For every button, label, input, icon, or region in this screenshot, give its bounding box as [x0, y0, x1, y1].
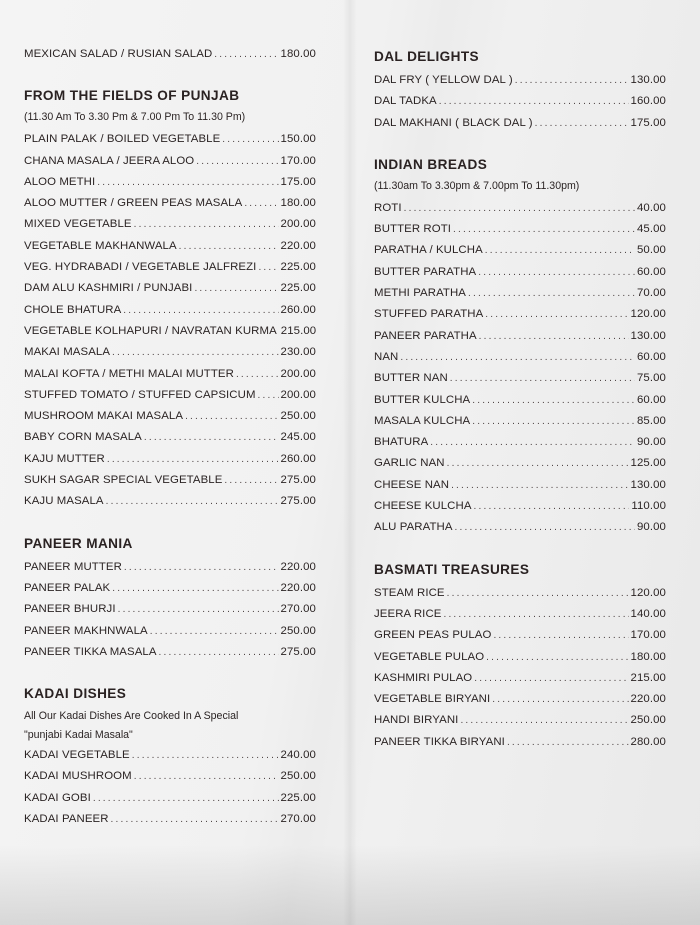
dot-leader — [507, 732, 629, 753]
dot-leader — [118, 599, 279, 620]
dot-leader — [439, 91, 629, 112]
menu-item-price: 245.00 — [280, 431, 316, 444]
menu-item-price: 200.00 — [280, 367, 316, 380]
dot-leader — [134, 766, 279, 787]
menu-item-price: 90.00 — [636, 521, 666, 534]
menu-item-price: 220.00 — [280, 581, 316, 594]
menu-item-price: 125.00 — [630, 457, 666, 470]
dot-leader — [472, 390, 635, 411]
menu-item — [374, 368, 666, 389]
dot-leader — [258, 257, 278, 278]
dot-leader — [479, 326, 629, 347]
menu-item-name: METHI PARATHA — [374, 287, 467, 300]
menu-item-price: 220.00 — [280, 560, 316, 573]
menu-item-price: 225.00 — [280, 282, 316, 295]
menu-item-name: BUTTER KULCHA — [374, 393, 471, 406]
menu-item-price: 250.00 — [630, 714, 666, 727]
menu-item-price: 260.00 — [280, 452, 316, 465]
menu-item — [374, 347, 666, 368]
dot-leader — [112, 342, 279, 363]
dot-leader — [111, 809, 279, 830]
dot-leader — [447, 583, 629, 604]
dot-leader — [196, 151, 278, 172]
menu-item — [24, 278, 316, 299]
section-title-kadai: KADAI DISHES — [24, 686, 127, 702]
menu-item — [24, 809, 316, 830]
menu-item — [24, 788, 316, 809]
menu-item-name: PANEER TIKKA MASALA — [24, 645, 157, 658]
menu-item-price: 260.00 — [280, 303, 316, 316]
menu-item-price: 250.00 — [280, 410, 316, 423]
menu-item-name: PANEER PARATHA — [374, 329, 477, 342]
menu-item-name: KAJU MASALA — [24, 495, 104, 508]
dot-leader — [159, 642, 279, 663]
menu-item-price: 170.00 — [280, 154, 316, 167]
menu-item — [24, 321, 316, 342]
menu-item-name: CHEESE NAN — [374, 478, 450, 491]
menu-item-price: 150.00 — [280, 133, 316, 146]
menu-item-name: DAL FRY ( YELLOW DAL ) — [374, 74, 513, 86]
menu-item — [374, 689, 666, 710]
menu-item-price: 130.00 — [630, 74, 666, 86]
menu-item-name: ROTI — [374, 201, 402, 214]
left-column — [24, 44, 316, 830]
menu-item-name: MASALA KULCHA — [374, 414, 471, 427]
bread-items — [374, 198, 666, 539]
menu-item-name: MALAI KOFTA / METHI MALAI MUTTER — [24, 367, 234, 380]
menu-item-price: 250.00 — [280, 624, 316, 637]
menu-item-name: PANEER TIKKA BIRYANI — [374, 735, 505, 748]
menu-item — [374, 113, 666, 134]
menu-item — [24, 745, 316, 766]
menu-item — [24, 427, 316, 448]
dot-leader — [194, 278, 278, 299]
menu-item-name: BUTTER NAN — [374, 372, 448, 385]
menu-item-price: 140.00 — [630, 607, 666, 620]
menu-item — [374, 583, 666, 604]
menu-item-name: VEG. HYDRABADI / VEGETABLE JALFREZI — [24, 261, 257, 274]
dot-leader — [123, 300, 278, 321]
menu-item-name: PARATHA / KULCHA — [374, 244, 483, 257]
dot-leader — [460, 710, 628, 731]
menu-item-price: 275.00 — [280, 645, 316, 658]
menu-item-name: CHEESE KULCHA — [374, 500, 472, 513]
menu-item-name: CHOLE BHATURA — [24, 303, 122, 316]
menu-item-name: PANEER BHURJI — [24, 603, 116, 616]
menu-item — [374, 219, 666, 240]
menu-item — [374, 475, 666, 496]
menu-item-price: 120.00 — [630, 308, 666, 321]
menu-item-price: 200.00 — [280, 218, 316, 231]
menu-item-name: HANDI BIRYANI — [374, 714, 459, 727]
dot-leader — [236, 364, 279, 385]
dot-leader — [472, 411, 635, 432]
dot-leader — [124, 557, 279, 578]
dot-leader — [451, 475, 628, 496]
dot-leader — [455, 517, 635, 538]
menu-item-name: STUFFED PARATHA — [374, 308, 484, 321]
menu-item — [24, 364, 316, 385]
section-note-breads: (11.30am To 3.30pm & 7.00pm To 11.30pm) — [374, 179, 580, 192]
menu-item-name: PANEER MUTTER — [24, 560, 122, 573]
menu-item-price: 180.00 — [280, 48, 316, 60]
menu-item-price: 45.00 — [636, 223, 666, 236]
menu-item-price: 250.00 — [280, 770, 316, 783]
menu-item — [374, 198, 666, 219]
menu-item — [374, 240, 666, 261]
menu-item-price: 75.00 — [636, 372, 666, 385]
basmati-items — [374, 583, 666, 753]
menu-item-name: KADAI GOBI — [24, 791, 91, 804]
menu-item-name: MAKAI MASALA — [24, 346, 111, 359]
dot-leader — [112, 578, 278, 599]
menu-item-price: 130.00 — [630, 478, 666, 491]
menu-item-price: 175.00 — [630, 116, 666, 129]
menu-item-name: KADAI MUSHROOM — [24, 770, 132, 783]
menu-item-name: CHANA MASALA / JEERA ALOO — [24, 154, 195, 167]
dot-leader — [244, 193, 278, 214]
dot-leader — [179, 236, 279, 257]
dot-leader — [515, 70, 629, 91]
kadai-items — [24, 745, 316, 830]
menu-item — [374, 326, 666, 347]
dot-leader — [453, 219, 635, 240]
dot-leader — [93, 788, 279, 809]
menu-item-price: 240.00 — [280, 749, 316, 762]
menu-item — [24, 385, 316, 406]
menu-item — [374, 604, 666, 625]
menu-item-name: SUKH SAGAR SPECIAL VEGETABLE — [24, 474, 223, 487]
menu-item-name: BABY CORN MASALA — [24, 431, 142, 444]
dot-leader — [214, 44, 278, 65]
menu-item — [24, 257, 316, 278]
menu-item — [24, 766, 316, 787]
menu-item-price: 225.00 — [280, 261, 316, 274]
menu-item — [24, 129, 316, 150]
dot-leader — [450, 368, 635, 389]
menu-item-name: DAL MAKHANI ( BLACK DAL ) — [374, 116, 533, 129]
menu-item-name: ALU PARATHA — [374, 521, 453, 534]
menu-item — [24, 236, 316, 257]
dot-leader — [134, 214, 279, 235]
top-items — [24, 44, 316, 65]
dot-leader — [258, 385, 279, 406]
dot-leader — [222, 129, 278, 150]
menu-item-name: DAM ALU KASHMIRI / PUNJABI — [24, 282, 193, 295]
menu-item — [24, 470, 316, 491]
menu-item — [24, 151, 316, 172]
menu-item-name: DAL TADKA — [374, 95, 437, 108]
dot-leader — [443, 604, 628, 625]
menu-item-price: 200.00 — [280, 388, 316, 401]
dot-leader — [144, 427, 279, 448]
menu-item — [24, 193, 316, 214]
menu-item — [374, 262, 666, 283]
menu-item-name: MEXICAN SALAD / RUSIAN SALAD — [24, 48, 213, 60]
menu-item-price: 50.00 — [636, 244, 666, 257]
menu-item — [374, 647, 666, 668]
menu-item-price: 215.00 — [630, 671, 666, 684]
menu-item-price: 130.00 — [630, 329, 666, 342]
menu-item-name: KADAI PANEER — [24, 813, 109, 826]
menu-item-name: MUSHROOM MAKAI MASALA — [24, 410, 184, 423]
menu-item — [374, 517, 666, 538]
dot-leader — [478, 262, 635, 283]
dot-leader — [492, 689, 628, 710]
dot-leader — [493, 625, 628, 646]
punjab-items — [24, 129, 316, 512]
menu-item — [24, 491, 316, 512]
menu-item-price: 270.00 — [280, 813, 316, 826]
menu-item — [24, 44, 316, 65]
menu-item-name: BUTTER PARATHA — [374, 265, 477, 278]
menu-item-price: 230.00 — [280, 346, 316, 359]
dot-leader — [468, 283, 635, 304]
menu-item-name: PANEER MAKHNWALA — [24, 624, 148, 637]
section-title-paneer: PANEER MANIA — [24, 535, 133, 551]
dot-leader — [535, 113, 629, 134]
menu-item-name: NAN — [374, 350, 399, 363]
menu-item — [374, 625, 666, 646]
menu-item-name: BUTTER ROTI — [374, 223, 452, 236]
menu-item-name: VEGETABLE BIRYANI — [374, 693, 491, 706]
menu-item — [24, 300, 316, 321]
paneer-items — [24, 557, 316, 663]
dot-leader — [485, 240, 635, 261]
menu-item-name: KADAI VEGETABLE — [24, 749, 130, 762]
section-note-punjab: (11.30 Am To 3.30 Pm & 7.00 Pm To 11.30 Pm) — [24, 111, 246, 124]
dot-leader — [224, 470, 278, 491]
menu-item — [24, 578, 316, 599]
menu-item-price: 280.00 — [630, 735, 666, 748]
section-title-breads: INDIAN BREADS — [374, 156, 488, 172]
menu-item-name: BHATURA — [374, 436, 429, 449]
menu-item-price: 270.00 — [280, 603, 316, 616]
dot-leader — [485, 304, 628, 325]
dot-leader — [107, 449, 279, 470]
menu-item-name: JEERA RICE — [374, 607, 442, 620]
menu-item — [374, 411, 666, 432]
menu-item-price: 60.00 — [636, 393, 666, 406]
right-column — [374, 48, 666, 753]
dot-leader — [430, 432, 635, 453]
dot-leader — [185, 406, 278, 427]
menu-item-price: 180.00 — [630, 650, 666, 663]
menu-item — [24, 621, 316, 642]
menu-item-price: 60.00 — [636, 265, 666, 278]
menu-item — [24, 599, 316, 620]
section-title-basmati: BASMATI TREASURES — [374, 561, 530, 577]
menu-item — [24, 557, 316, 578]
dot-leader — [150, 621, 279, 642]
menu-item-price: 215.00 — [280, 324, 317, 337]
menu-item — [374, 70, 666, 91]
menu-item — [374, 304, 666, 325]
menu-item — [374, 432, 666, 453]
menu-item — [374, 453, 666, 474]
menu-item-name: KAJU MUTTER — [24, 452, 105, 465]
menu-item-name: ALOO MUTTER / GREEN PEAS MASALA — [24, 197, 243, 210]
menu-item — [374, 710, 666, 731]
menu-item-name: GREEN PEAS PULAO — [374, 629, 492, 642]
menu-item-name: KASHMIRI PULAO — [374, 671, 473, 684]
menu-item-price: 275.00 — [280, 495, 316, 508]
menu-item-name: PANEER PALAK — [24, 581, 111, 594]
menu-item-price: 275.00 — [280, 474, 316, 487]
menu-item-price: 160.00 — [630, 95, 666, 108]
menu-item-price: 85.00 — [636, 414, 666, 427]
menu-item — [374, 668, 666, 689]
menu-item-price: 70.00 — [636, 287, 666, 300]
dot-leader — [474, 496, 630, 517]
menu-item-name: GARLIC NAN — [374, 457, 445, 470]
menu-item-name: VEGETABLE KOLHAPURI / NAVRATAN KURMA — [24, 324, 277, 337]
section-note-kadai-line2: "punjabi Kadai Masala" — [24, 729, 133, 742]
menu-item — [24, 449, 316, 470]
menu-item — [374, 91, 666, 112]
menu-item — [374, 496, 666, 517]
menu-item-price: 170.00 — [630, 629, 666, 642]
page-fold — [343, 0, 357, 925]
dot-leader — [106, 491, 279, 512]
menu-item-name: STEAM RICE — [374, 586, 445, 599]
menu-item-price: 220.00 — [630, 693, 666, 706]
menu-item-name: VEGETABLE MAKHANWALA — [24, 239, 177, 252]
menu-item-name: VEGETABLE PULAO — [374, 650, 485, 663]
menu-item-price: 225.00 — [280, 791, 316, 804]
menu-item — [24, 406, 316, 427]
section-note-kadai-line1: All Our Kadai Dishes Are Cooked In A Special — [24, 710, 239, 723]
menu-item — [374, 390, 666, 411]
menu-item-price: 180.00 — [280, 197, 316, 210]
menu-item-price: 175.00 — [280, 175, 316, 188]
menu-item-price: 220.00 — [280, 239, 316, 252]
menu-item-name: ALOO METHI — [24, 175, 96, 188]
dot-leader — [400, 347, 635, 368]
menu-item-price: 90.00 — [636, 436, 666, 449]
bottom-shadow — [0, 845, 700, 925]
dot-leader — [474, 668, 628, 689]
section-title-punjab: FROM THE FIELDS OF PUNJAB — [24, 88, 240, 104]
dal-items — [374, 70, 666, 134]
menu-item-name: STUFFED TOMATO / STUFFED CAPSICUM — [24, 388, 256, 401]
dot-leader — [132, 745, 279, 766]
menu-item-name: MIXED VEGETABLE — [24, 218, 132, 231]
menu-item — [24, 342, 316, 363]
menu-item-price: 60.00 — [636, 350, 666, 363]
dot-leader — [97, 172, 278, 193]
menu-item — [24, 172, 316, 193]
menu-item-price: 120.00 — [630, 586, 666, 599]
menu-item-price: 40.00 — [636, 201, 666, 214]
menu-item — [24, 214, 316, 235]
dot-leader — [447, 453, 629, 474]
dot-leader — [486, 647, 628, 668]
menu-item — [374, 283, 666, 304]
dot-leader — [404, 198, 635, 219]
menu-item-price: 110.00 — [631, 500, 666, 513]
section-title-dal: DAL DELIGHTS — [374, 49, 479, 64]
menu-item — [374, 732, 666, 753]
menu-item — [24, 642, 316, 663]
menu-item-name: PLAIN PALAK / BOILED VEGETABLE — [24, 133, 221, 146]
